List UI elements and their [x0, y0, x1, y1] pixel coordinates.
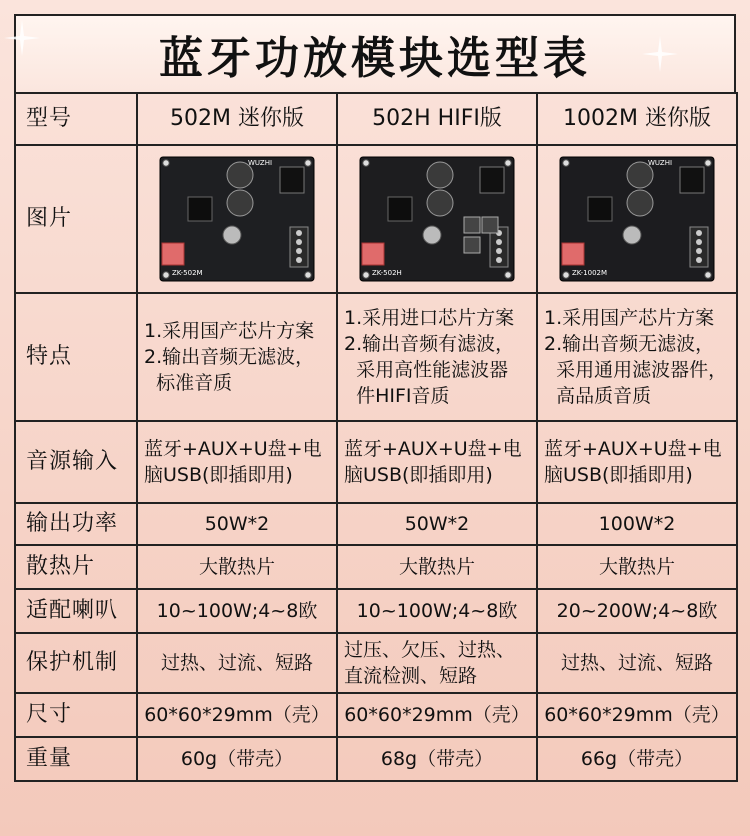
spec-cell: [137, 545, 337, 589]
spec-cell: [537, 293, 737, 421]
spec-cell: [337, 293, 537, 421]
inductor: [464, 237, 480, 253]
spec-line: 2.输出音频无滤波，: [544, 333, 715, 355]
spec-cell: [337, 421, 537, 503]
screw-hole: [705, 160, 711, 166]
board-brand-label: WUZHI: [248, 159, 273, 167]
spec-line: 蓝牙+AUX+U盘+电: [144, 438, 322, 460]
terminal-screw: [696, 230, 702, 236]
spec-row: [15, 545, 737, 589]
spec-cell: [137, 503, 337, 545]
terminal-screw: [696, 248, 702, 254]
column-header: 1002M 迷你版: [537, 93, 737, 145]
spec-line: 采用高性能滤波器: [344, 359, 509, 381]
spec-cell: [137, 693, 337, 737]
chip: [188, 197, 212, 221]
terminal-screw: [296, 248, 302, 254]
spec-cell: [337, 737, 537, 781]
spec-line: 直流检测、短路: [344, 665, 478, 687]
volume-knob: [223, 226, 241, 244]
capacitor: [427, 190, 453, 216]
spec-line: 2.输出音频有滤波，: [344, 333, 515, 355]
spec-row: [15, 293, 737, 421]
row-label: 适配喇叭: [15, 589, 137, 633]
spec-line: 过热、过流、短路: [560, 652, 713, 674]
spec-line: 标准音质: [144, 372, 233, 394]
board-brand-label: WUZHI: [648, 159, 673, 167]
spec-cell: [137, 293, 337, 421]
spec-line: 60*60*29mm（壳）: [144, 704, 330, 726]
spec-line: 蓝牙+AUX+U盘+电: [544, 438, 722, 460]
screw-hole: [563, 272, 569, 278]
spec-cell: [537, 421, 737, 503]
spec-cell: [137, 633, 337, 693]
spec-cell: [537, 589, 737, 633]
row-label-model: 型号: [15, 93, 137, 145]
screw-hole: [363, 272, 369, 278]
spec-line: 60*60*29mm（壳）: [344, 704, 530, 726]
board-model-label: ZK-502H: [372, 269, 402, 277]
spec-cell: [537, 545, 737, 589]
spec-line: 1.采用国产芯片方案: [144, 320, 315, 342]
usb-port: [362, 243, 384, 265]
board-image-cell: [337, 145, 537, 293]
spec-line: 高品质音质: [544, 385, 652, 407]
spec-cell: [137, 737, 337, 781]
spec-line: 1.采用进口芯片方案: [344, 307, 515, 329]
board-image-cell: [137, 145, 337, 293]
terminal-screw: [296, 239, 302, 245]
row-label: 尺寸: [15, 693, 137, 737]
spec-cell: [337, 589, 537, 633]
volume-knob: [623, 226, 641, 244]
audio-jack: [680, 167, 704, 193]
terminal-screw: [496, 257, 502, 263]
spec-row: [15, 633, 737, 693]
spec-cell: [337, 503, 537, 545]
spec-line: 大散热片: [598, 556, 675, 578]
column-header: 502M 迷你版: [137, 93, 337, 145]
spec-line: 66g（带壳）: [580, 748, 694, 770]
screw-hole: [505, 160, 511, 166]
spec-line: 过压、欠压、过热、: [344, 639, 516, 661]
column-header: 502H HIFI版: [337, 93, 537, 145]
model-row: [15, 93, 737, 145]
capacitor: [227, 190, 253, 216]
board-image: [352, 155, 522, 283]
terminal-screw: [296, 257, 302, 263]
row-label: 特点: [15, 293, 137, 421]
board-image: [552, 155, 722, 283]
volume-knob: [423, 226, 441, 244]
screw-hole: [305, 160, 311, 166]
spec-line: 100W*2: [598, 513, 676, 535]
screw-hole: [163, 160, 169, 166]
spec-row: [15, 503, 737, 545]
row-label: 散热片: [15, 545, 137, 589]
terminal-screw: [696, 239, 702, 245]
spec-line: 件HIFI音质: [344, 385, 450, 407]
terminal-screw: [496, 239, 502, 245]
image-row: [15, 145, 737, 293]
inductor: [482, 217, 498, 233]
spec-cell: [337, 545, 537, 589]
spec-cell: [137, 589, 337, 633]
spec-line: 50W*2: [204, 513, 270, 535]
row-label: 保护机制: [15, 633, 137, 693]
spec-line: 20~200W;4~8欧: [556, 600, 718, 622]
spec-line: 50W*2: [404, 513, 470, 535]
spec-cell: [537, 737, 737, 781]
spec-cell: [537, 633, 737, 693]
inductor: [464, 217, 480, 233]
spec-row: [15, 421, 737, 503]
board-model-label: ZK-1002M: [572, 269, 608, 277]
row-label: 输出功率: [15, 503, 137, 545]
spec-line: 脑USB(即插即用): [144, 464, 293, 486]
spec-line: 10~100W;4~8欧: [156, 600, 318, 622]
terminal-screw: [496, 248, 502, 254]
chip: [388, 197, 412, 221]
chip: [588, 197, 612, 221]
spec-cell: [537, 503, 737, 545]
audio-jack: [480, 167, 504, 193]
spec-line: 过热、过流、短路: [160, 652, 313, 674]
comparison-table: [14, 92, 738, 782]
screw-hole: [563, 160, 569, 166]
spec-row: [15, 589, 737, 633]
spec-line: 1.采用国产芯片方案: [544, 307, 715, 329]
spec-line: 60*60*29mm（壳）: [544, 704, 730, 726]
board-image-cell: [537, 145, 737, 293]
spec-line: 大散热片: [198, 556, 275, 578]
usb-port: [162, 243, 184, 265]
spec-line: 蓝牙+AUX+U盘+电: [344, 438, 522, 460]
spec-cell: [137, 421, 337, 503]
title-banner: [14, 14, 736, 92]
board-model-label: ZK-502M: [172, 269, 203, 277]
page-title: 蓝牙功放模块选型表: [159, 33, 591, 84]
screw-hole: [163, 272, 169, 278]
spec-cell: [337, 693, 537, 737]
capacitor: [627, 190, 653, 216]
screw-hole: [305, 272, 311, 278]
spec-line: 60g（带壳）: [180, 748, 294, 770]
spec-row: [15, 693, 737, 737]
spec-row: [15, 737, 737, 781]
board-image: [152, 155, 322, 283]
row-label: 音源输入: [15, 421, 137, 503]
spec-line: 2.输出音频无滤波，: [144, 346, 315, 368]
terminal-screw: [696, 257, 702, 263]
capacitor: [427, 162, 453, 188]
spec-line: 68g（带壳）: [380, 748, 494, 770]
screw-hole: [705, 272, 711, 278]
spec-line: 脑USB(即插即用): [544, 464, 693, 486]
terminal-screw: [296, 230, 302, 236]
spec-cell: [337, 633, 537, 693]
spec-line: 10~100W;4~8欧: [356, 600, 518, 622]
spec-line: 大散热片: [398, 556, 475, 578]
spec-line: 采用通用滤波器件，: [544, 359, 728, 381]
spec-line: 脑USB(即插即用): [344, 464, 493, 486]
audio-jack: [280, 167, 304, 193]
screw-hole: [505, 272, 511, 278]
row-label: 重量: [15, 737, 137, 781]
screw-hole: [363, 160, 369, 166]
spec-cell: [537, 693, 737, 737]
row-label-image: 图片: [15, 145, 137, 293]
usb-port: [562, 243, 584, 265]
